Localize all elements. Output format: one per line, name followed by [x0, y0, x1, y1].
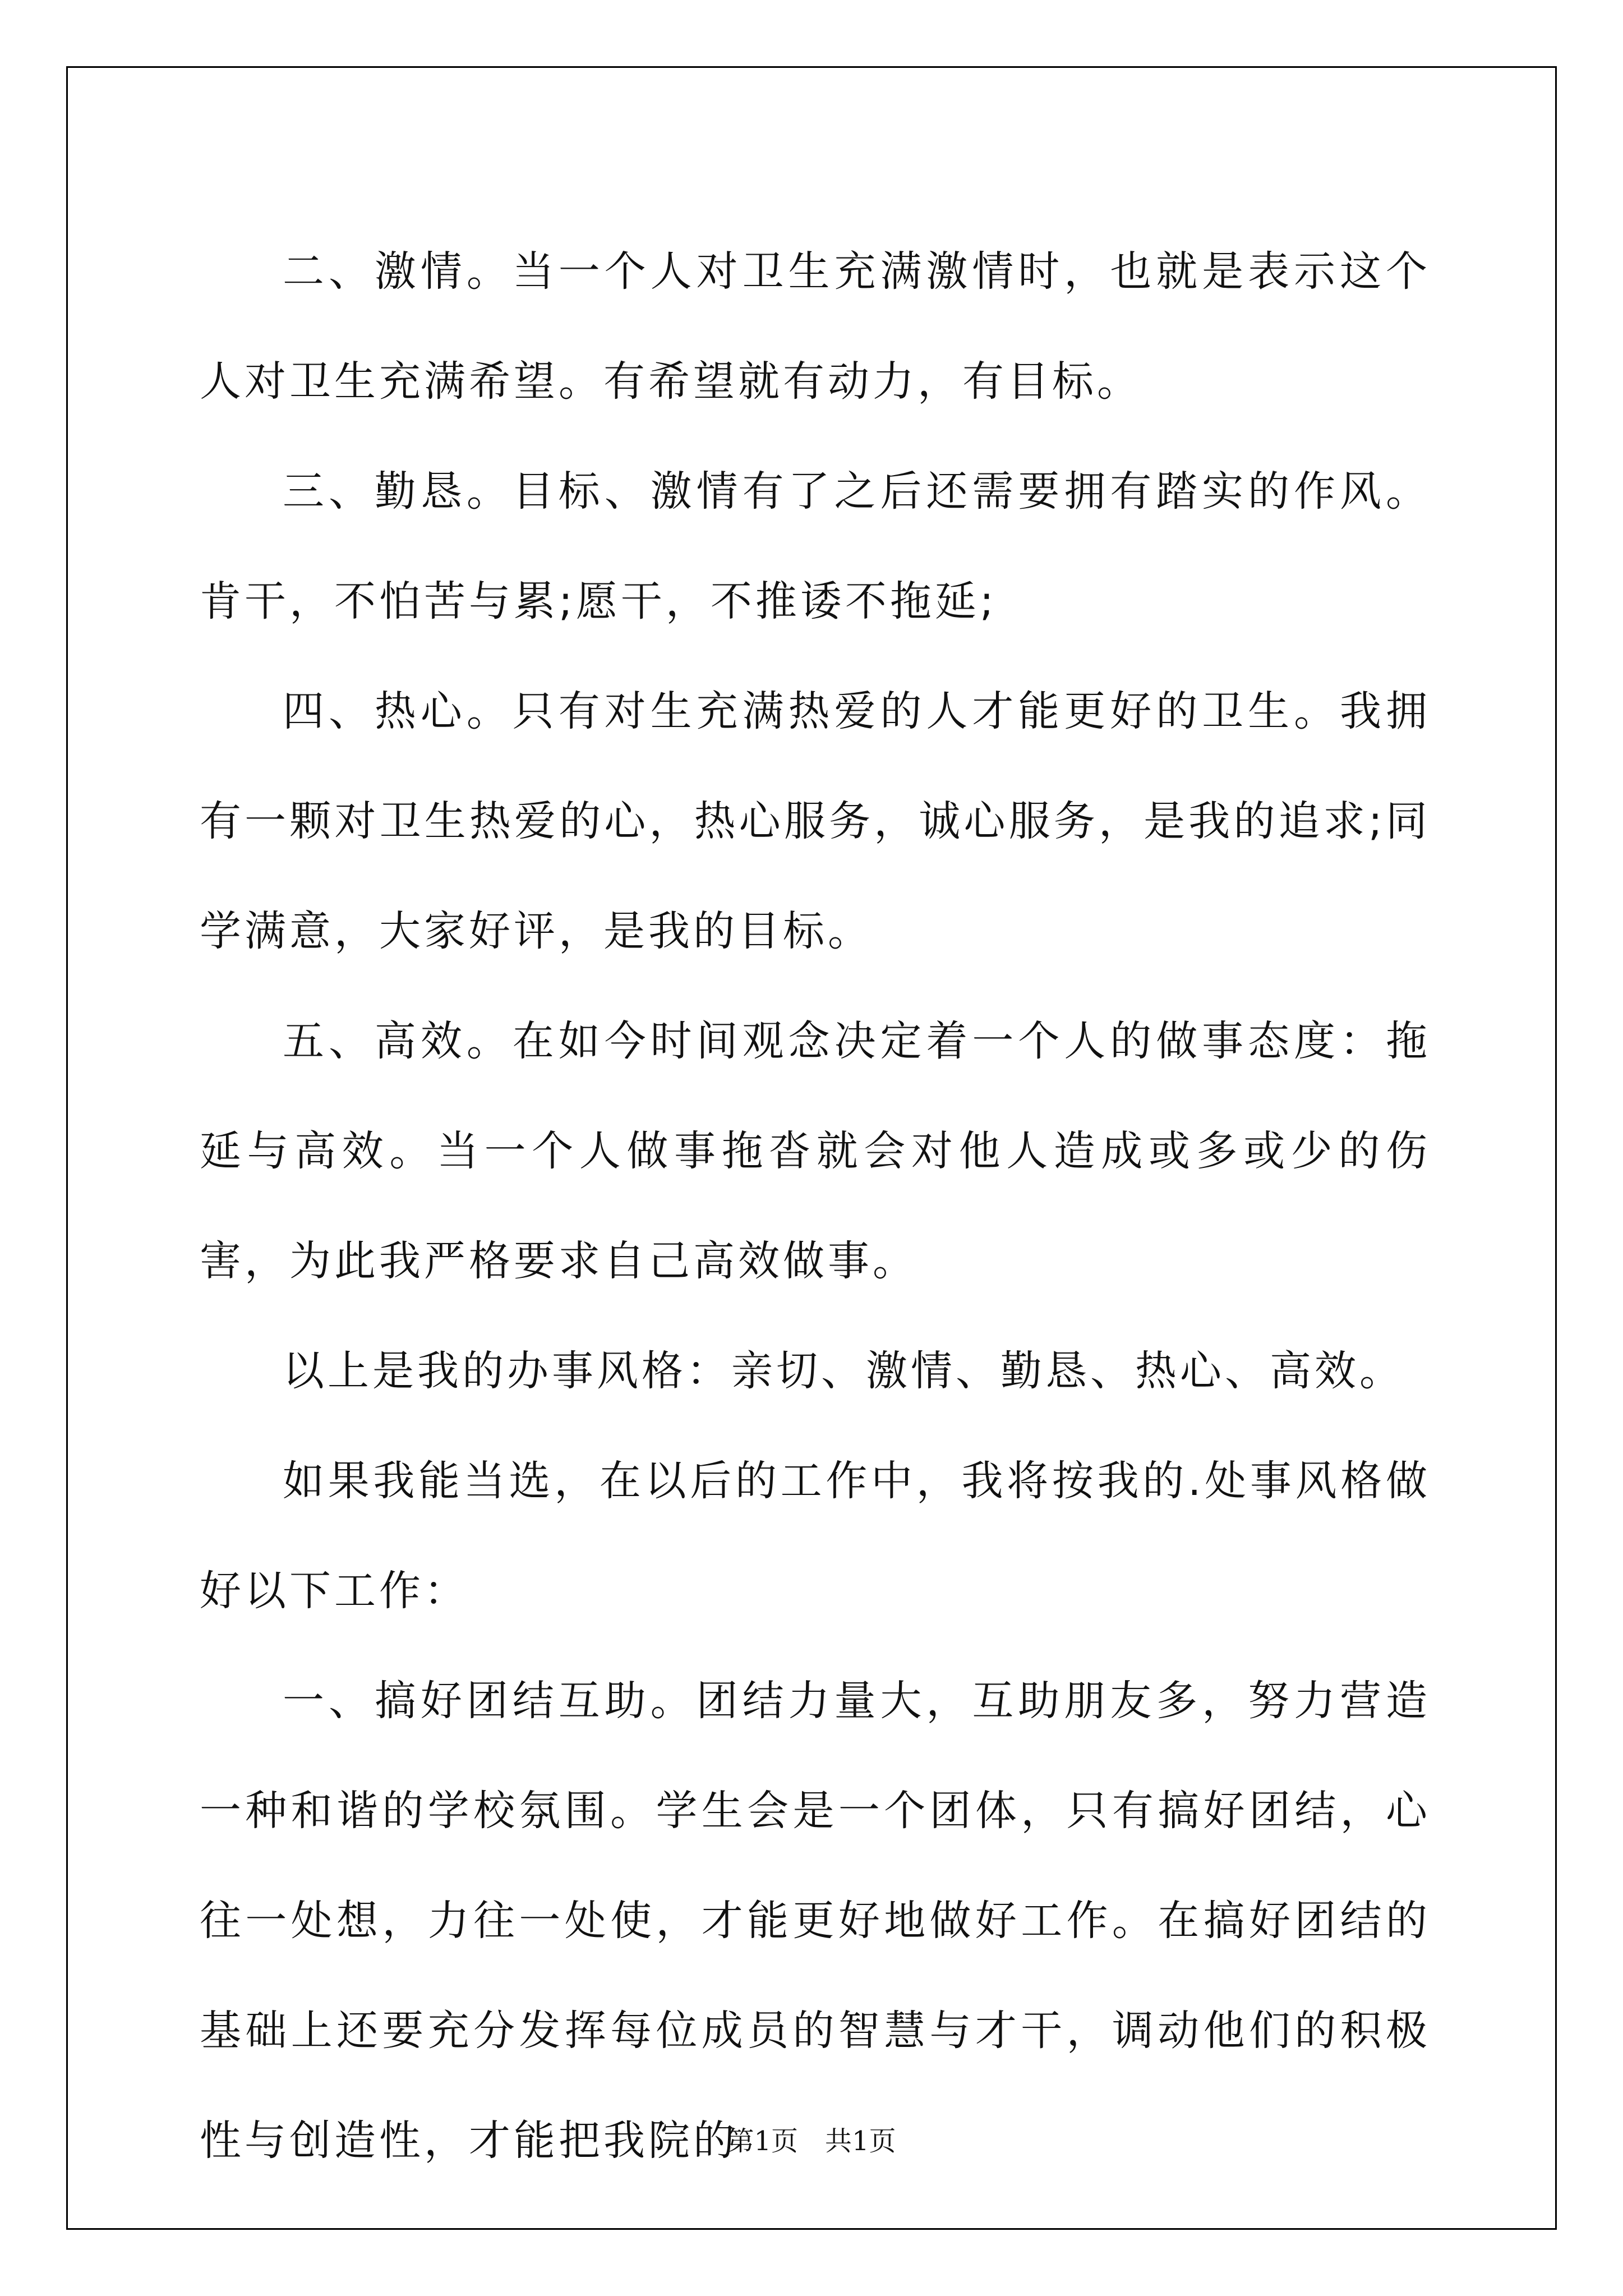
page-footer	[0, 2119, 1623, 2158]
paragraph: 四、热心。只有对生充满热爱的人才能更好的卫生。我拥有一颗对卫生热爱的心，热心服务，诚心服务，是我的追求;同学满意，大家好评，是我的目标。	[200, 687, 1431, 955]
document-body	[200, 217, 1431, 2196]
paragraph: 一、搞好团结互助。团结力量大，互助朋友多，努力营造一种和谐的学校氛围。学生会是一个团体，只有搞好团结，心往一处想，力往一处使，才能更好地做好工作。在搞好团结的基础上还要充分发挥每位成员的智慧与才干，调动他们的积极性与创造性，才能把我院的	[200, 1677, 1431, 2165]
paragraph: 五、高效。在如今时间观念决定着一个人的做事态度：拖延与高效。当一个人做事拖沓就会对他人造成或多或少的伤害，为此我严格要求自己高效做事。	[200, 1017, 1431, 1285]
page-total: 共1页	[825, 2125, 896, 2157]
paragraph: 以上是我的办事风格：亲切、激情、勤恳、热心、高效。	[283, 1347, 1404, 1395]
page-number: 第1页	[727, 2125, 798, 2157]
paragraph: 如果我能当选，在以后的工作中，我将按我的.处事风格做好以下工作：	[200, 1457, 1431, 1615]
paragraph: 二、激情。当一个人对卫生充满激情时，也就是表示这个人对卫生充满希望。有希望就有动力，有目标。	[200, 247, 1431, 406]
paragraph: 三、勤恳。目标、激情有了之后还需要拥有踏实的作风。肯干，不怕苦与累;愿干，不推诿不拖延;	[200, 467, 1431, 625]
